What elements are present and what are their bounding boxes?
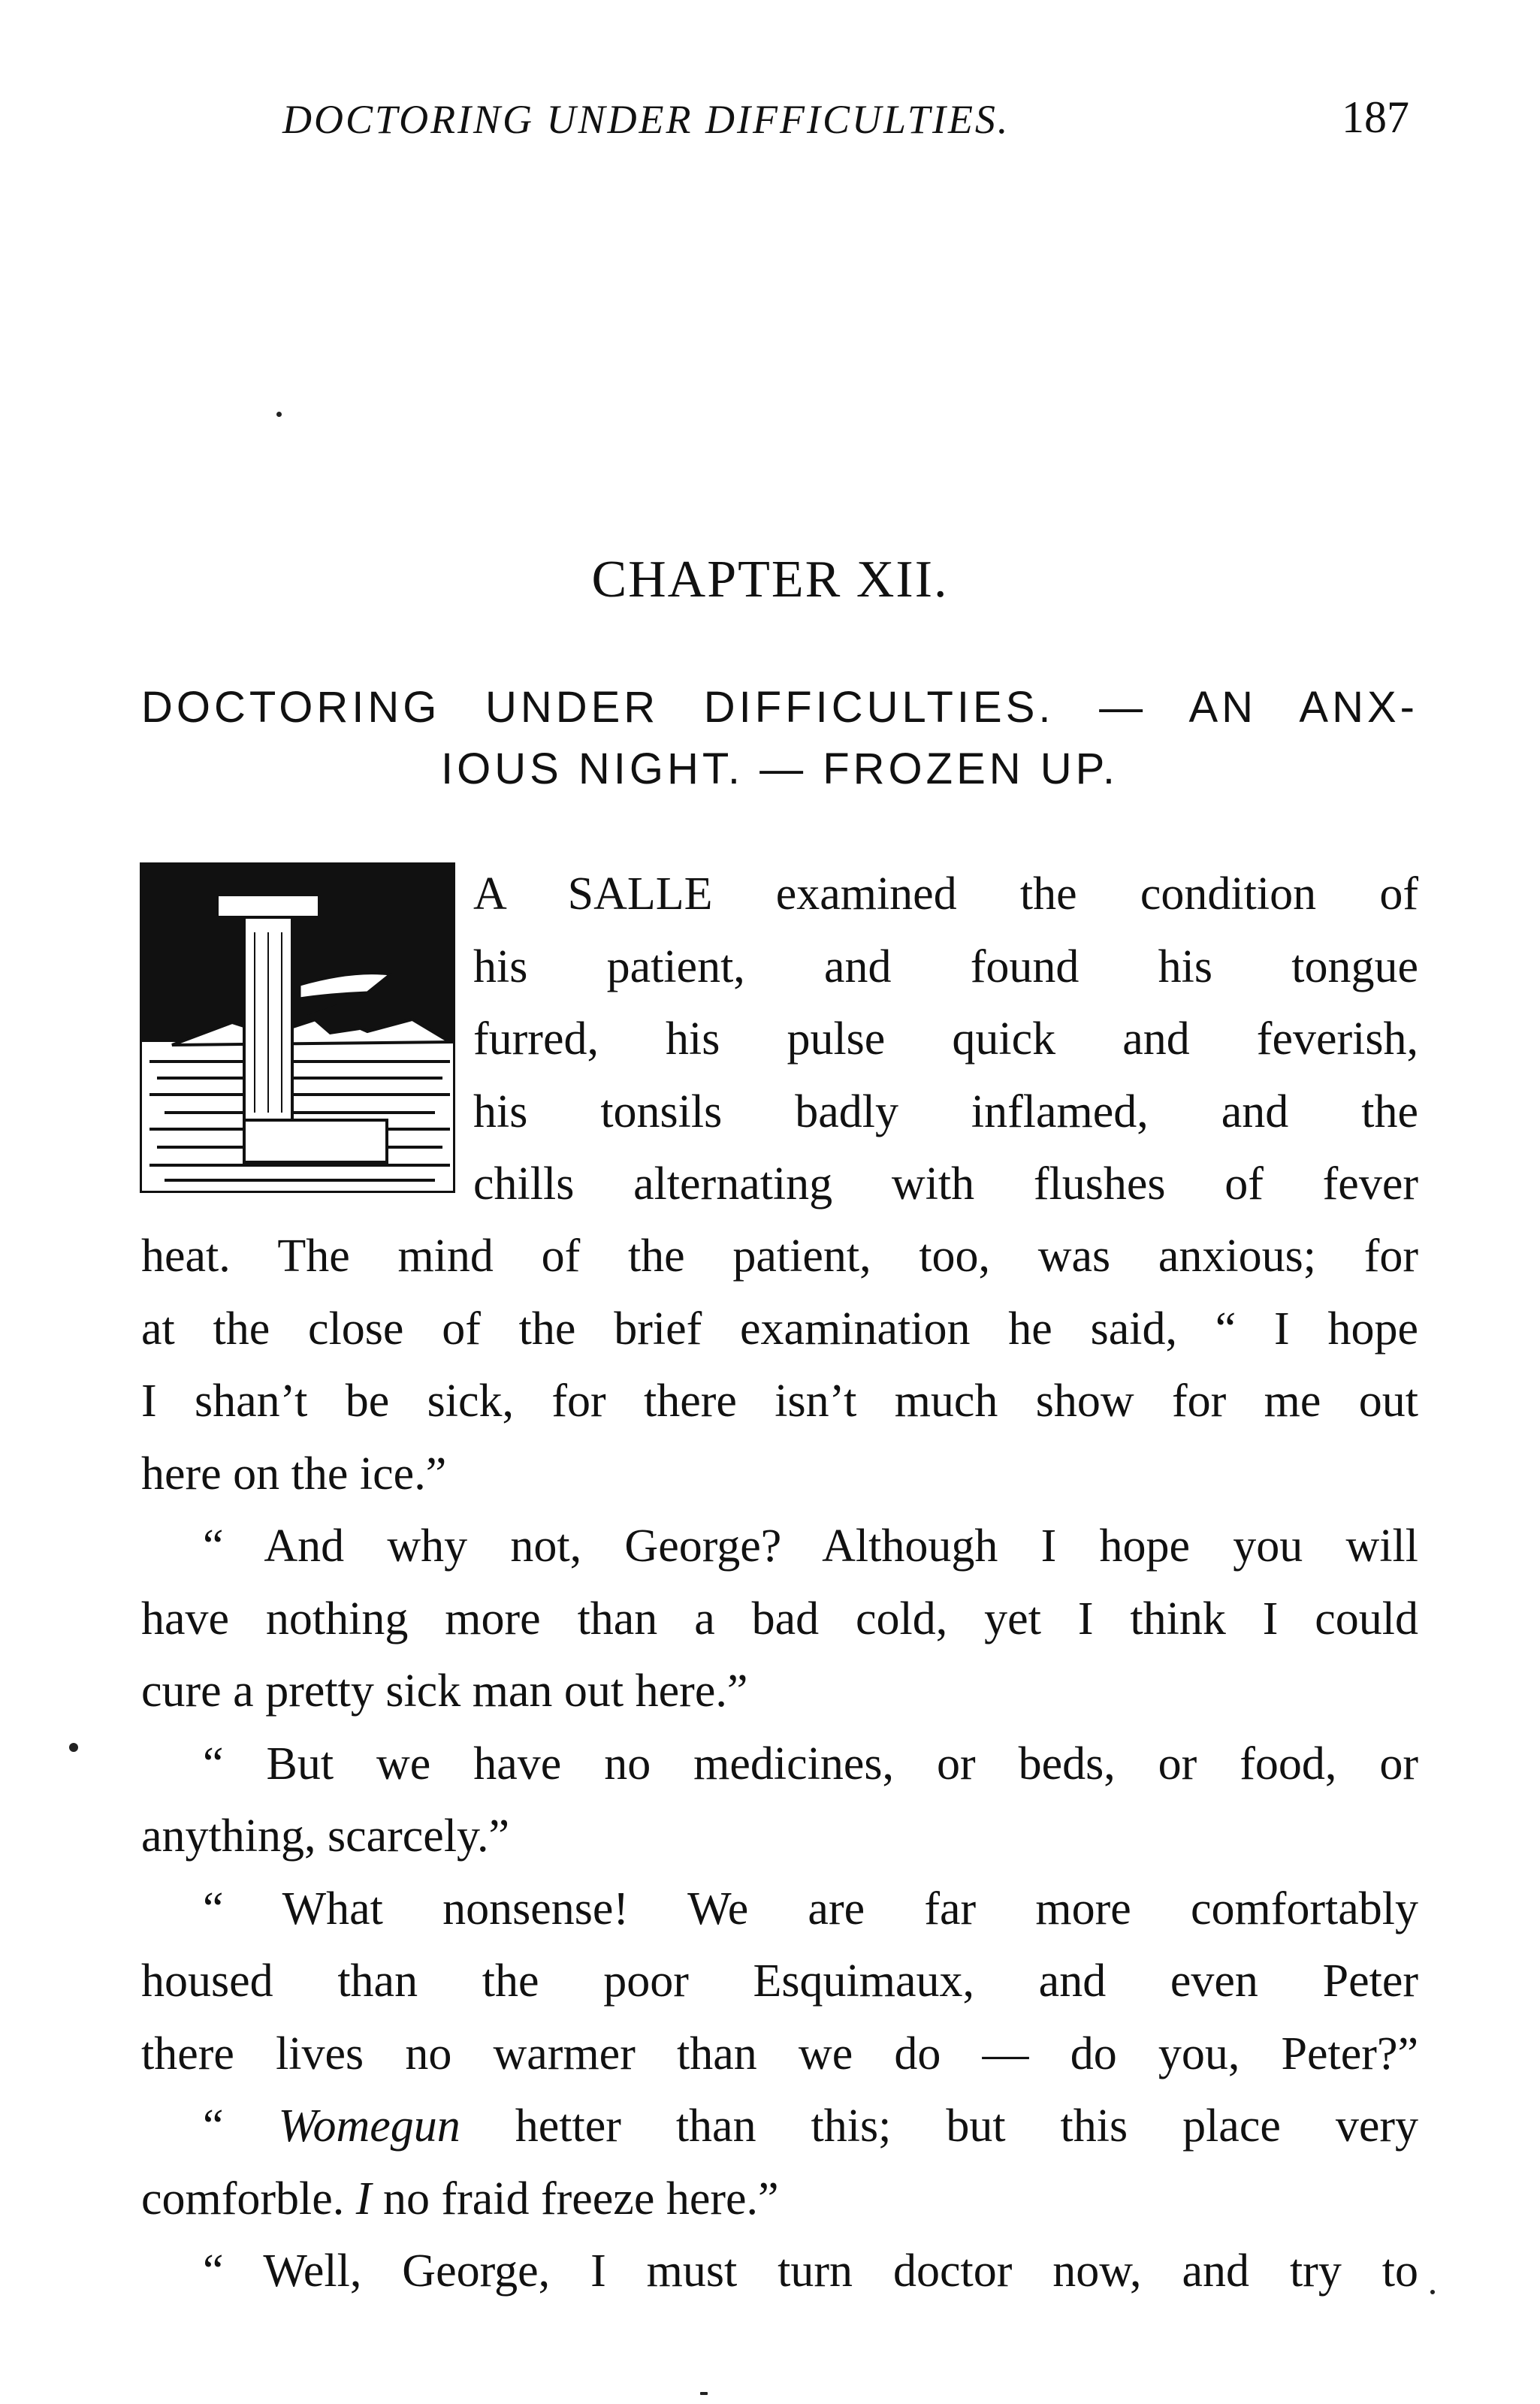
text-line: his tonsils badly inflamed, and the (473, 1086, 1418, 1137)
text-line: “ And why not, George? Although I hope you will (203, 1521, 1418, 1572)
text-line: have nothing more than a bad cold, yet I think I could (141, 1593, 1418, 1644)
text-line: “ Well, George, I must turn doctor now, and try to (203, 2245, 1418, 2297)
text-line: his patient, and found his tongue (473, 941, 1418, 992)
text-line: A SALLE examined the condition of (473, 868, 1418, 920)
page-number: 187 (1342, 92, 1409, 142)
text-line: comforble. I no fraid freeze here.” (141, 2173, 779, 2224)
text-line: here on the ice.” (141, 1448, 447, 1499)
running-head (282, 92, 1409, 156)
ink-speck (700, 2392, 708, 2395)
ink-speck (69, 1743, 78, 1752)
text-line: cure a pretty sick man out here.” (141, 1666, 748, 1717)
text-line: I shan’t be sick, for there isn’t much show for me out (141, 1376, 1418, 1427)
chapter-subtitle-line-2: IOUS NIGHT. — FROZEN UP. (440, 744, 1119, 793)
text-line: “ But we have no medicines, or beds, or food, or (203, 1738, 1418, 1789)
text-line: there lives no warmer than we do — do you, Peter?” (141, 2028, 1418, 2079)
wrapped-lines (473, 858, 1418, 1221)
drop-cap-illustration (142, 865, 455, 1193)
text-line: “ Womegun hetter than this; but this place very (203, 2100, 1418, 2152)
running-title: DOCTORING UNDER DIFFICULTIES. (282, 97, 1010, 142)
text-line: anything, scarcely.” (141, 1811, 510, 1862)
ornamental-initial-L-icon (140, 862, 455, 1193)
text-line: chills alternating with flushes of fever (473, 1158, 1418, 1210)
ink-speck (1430, 2290, 1435, 2294)
body-text (141, 1220, 1418, 2308)
text-line: at the close of the brief examination he said, “ I hope (141, 1303, 1418, 1355)
ink-speck (276, 412, 282, 417)
text-line: “ What nonsense! We are far more comfortably (203, 1883, 1418, 1934)
text-line: heat. The mind of the patient, too, was anxious; for (141, 1231, 1418, 1282)
chapter-subtitle-line-1: DOCTORING UNDER DIFFICULTIES. — AN ANX- (141, 683, 1418, 732)
text-line: furred, his pulse quick and feverish, (473, 1013, 1418, 1065)
text-line: housed than the poor Esquimaux, and even Peter (141, 1956, 1418, 2007)
chapter-title: CHAPTER XII. (591, 551, 949, 609)
